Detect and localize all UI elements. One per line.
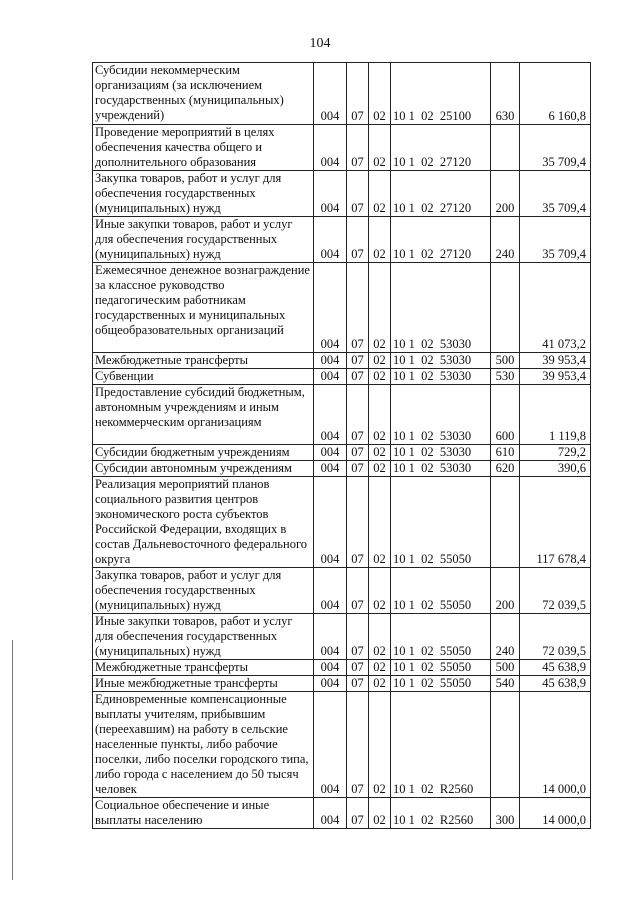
- section-code: 07: [347, 568, 369, 614]
- admin-code: 004: [314, 445, 347, 461]
- admin-code: 004: [314, 171, 347, 217]
- admin-code: 004: [314, 263, 347, 353]
- target-article: 10 1 02 55050: [391, 676, 491, 692]
- row-name: Иные закупки товаров, работ и услуг для обеспечения государственных (муниципальных) нужд: [93, 217, 314, 263]
- expense-type: 500: [491, 660, 520, 676]
- row-name: Социальное обеспечение и иные выплаты населению: [93, 798, 314, 829]
- target-article: 10 1 02 55050: [391, 568, 491, 614]
- table-row: [93, 171, 591, 217]
- target-article: 10 1 02 53030: [391, 353, 491, 369]
- amount: 45 638,9: [520, 676, 591, 692]
- subsection-code: 02: [369, 369, 391, 385]
- target-article: 10 1 02 55050: [391, 614, 491, 660]
- amount: 1 119,8: [520, 385, 591, 445]
- section-code: 07: [347, 614, 369, 660]
- target-article: 10 1 02 53030: [391, 263, 491, 353]
- section-code: 07: [347, 171, 369, 217]
- table-row: [93, 798, 591, 829]
- table-row: [93, 385, 591, 445]
- row-name: Ежемесячное денежное вознаграждение за классное руководство педагогическим работникам государственных и муниципальных общеобразовательных организаций: [93, 263, 314, 353]
- expense-type: 540: [491, 676, 520, 692]
- expense-type: 300: [491, 798, 520, 829]
- admin-code: 004: [314, 353, 347, 369]
- table-row: [93, 125, 591, 171]
- admin-code: 004: [314, 461, 347, 477]
- amount: 117 678,4: [520, 477, 591, 568]
- row-name: Закупка товаров, работ и услуг для обеспечения государственных (муниципальных) нужд: [93, 568, 314, 614]
- section-code: 07: [347, 660, 369, 676]
- section-code: 07: [347, 676, 369, 692]
- expense-type: 240: [491, 614, 520, 660]
- row-name: Межбюджетные трансферты: [93, 660, 314, 676]
- row-name: Предоставление субсидий бюджетным, автономным учреждениям и иным некоммерческим организациям: [93, 385, 314, 445]
- amount: 14 000,0: [520, 692, 591, 798]
- subsection-code: 02: [369, 614, 391, 660]
- target-article: 10 1 02 27120: [391, 125, 491, 171]
- row-name: Иные межбюджетные трансферты: [93, 676, 314, 692]
- row-name: Единовременные компенсационные выплаты учителям, прибывшим (переехавшим) на работу в сельские населенные пункты, либо рабочие поселки, либо поселки городского типа, либо города с населением до 50 тысяч человек: [93, 692, 314, 798]
- target-article: 10 1 02 27120: [391, 217, 491, 263]
- expense-type: 200: [491, 568, 520, 614]
- table-row: [93, 568, 591, 614]
- table-row: [93, 461, 591, 477]
- row-name: Субсидии автономным учреждениям: [93, 461, 314, 477]
- subsection-code: 02: [369, 568, 391, 614]
- expense-type: 620: [491, 461, 520, 477]
- subsection-code: 02: [369, 353, 391, 369]
- subsection-code: 02: [369, 63, 391, 125]
- admin-code: 004: [314, 477, 347, 568]
- target-article: 10 1 02 53030: [391, 445, 491, 461]
- target-article: 10 1 02 55050: [391, 660, 491, 676]
- table-row: [93, 692, 591, 798]
- admin-code: 004: [314, 798, 347, 829]
- amount: 729,2: [520, 445, 591, 461]
- amount: 45 638,9: [520, 660, 591, 676]
- subsection-code: 02: [369, 171, 391, 217]
- row-name: Закупка товаров, работ и услуг для обеспечения государственных (муниципальных) нужд: [93, 171, 314, 217]
- amount: 35 709,4: [520, 125, 591, 171]
- subsection-code: 02: [369, 660, 391, 676]
- expense-type: 200: [491, 171, 520, 217]
- expense-type: 500: [491, 353, 520, 369]
- amount: 35 709,4: [520, 217, 591, 263]
- admin-code: 004: [314, 369, 347, 385]
- section-code: 07: [347, 461, 369, 477]
- table-row: [93, 217, 591, 263]
- expense-type: 600: [491, 385, 520, 445]
- amount: 72 039,5: [520, 568, 591, 614]
- target-article: 10 1 02 27120: [391, 171, 491, 217]
- target-article: 10 1 02 55050: [391, 477, 491, 568]
- target-article: 10 1 02 53030: [391, 385, 491, 445]
- expense-type: 610: [491, 445, 520, 461]
- admin-code: 004: [314, 385, 347, 445]
- section-code: 07: [347, 63, 369, 125]
- amount: 72 039,5: [520, 614, 591, 660]
- section-code: 07: [347, 445, 369, 461]
- target-article: 10 1 02 R2560: [391, 692, 491, 798]
- admin-code: 004: [314, 614, 347, 660]
- section-code: 07: [347, 477, 369, 568]
- admin-code: 004: [314, 63, 347, 125]
- subsection-code: 02: [369, 125, 391, 171]
- table-body: [93, 63, 591, 829]
- subsection-code: 02: [369, 263, 391, 353]
- table-row: [93, 676, 591, 692]
- table-row: [93, 614, 591, 660]
- section-code: 07: [347, 385, 369, 445]
- expense-type: [491, 263, 520, 353]
- amount: 14 000,0: [520, 798, 591, 829]
- target-article: 10 1 02 53030: [391, 461, 491, 477]
- amount: 41 073,2: [520, 263, 591, 353]
- amount: 6 160,8: [520, 63, 591, 125]
- expense-type: 630: [491, 63, 520, 125]
- table-row: [93, 445, 591, 461]
- table-row: [93, 353, 591, 369]
- table-row: [93, 63, 591, 125]
- row-name: Межбюджетные трансферты: [93, 353, 314, 369]
- amount: 390,6: [520, 461, 591, 477]
- table-row: [93, 477, 591, 568]
- admin-code: 004: [314, 568, 347, 614]
- subsection-code: 02: [369, 798, 391, 829]
- amount: 39 953,4: [520, 353, 591, 369]
- subsection-code: 02: [369, 217, 391, 263]
- amount: 39 953,4: [520, 369, 591, 385]
- expense-type: [491, 477, 520, 568]
- section-code: 07: [347, 125, 369, 171]
- table-row: [93, 660, 591, 676]
- section-code: 07: [347, 263, 369, 353]
- admin-code: 004: [314, 692, 347, 798]
- section-code: 07: [347, 369, 369, 385]
- row-name: Субсидии некоммерческим организациям (за исключением государственных (муниципальных) учреждений): [93, 63, 314, 125]
- subsection-code: 02: [369, 385, 391, 445]
- subsection-code: 02: [369, 445, 391, 461]
- table-row: [93, 263, 591, 353]
- admin-code: 004: [314, 125, 347, 171]
- row-name: Иные закупки товаров, работ и услуг для обеспечения государственных (муниципальных) нужд: [93, 614, 314, 660]
- subsection-code: 02: [369, 692, 391, 798]
- expense-type: [491, 692, 520, 798]
- section-code: 07: [347, 798, 369, 829]
- budget-table: [92, 62, 591, 829]
- target-article: 10 1 02 25100: [391, 63, 491, 125]
- target-article: 10 1 02 53030: [391, 369, 491, 385]
- section-code: 07: [347, 353, 369, 369]
- row-name: Проведение мероприятий в целях обеспечения качества общего и дополнительного образования: [93, 125, 314, 171]
- admin-code: 004: [314, 217, 347, 263]
- section-code: 07: [347, 217, 369, 263]
- target-article: 10 1 02 R2560: [391, 798, 491, 829]
- row-name: Субсидии бюджетным учреждениям: [93, 445, 314, 461]
- subsection-code: 02: [369, 477, 391, 568]
- subsection-code: 02: [369, 676, 391, 692]
- admin-code: 004: [314, 676, 347, 692]
- row-name: Субвенции: [93, 369, 314, 385]
- row-name: Реализация мероприятий планов социального развития центров экономического роста субъектов Российской Федерации, входящих в состав Дальневосточного федерального округа: [93, 477, 314, 568]
- admin-code: 004: [314, 660, 347, 676]
- expense-type: [491, 125, 520, 171]
- page-number: 104: [309, 36, 331, 51]
- amount: 35 709,4: [520, 171, 591, 217]
- section-code: 07: [347, 692, 369, 798]
- table-row: [93, 369, 591, 385]
- subsection-code: 02: [369, 461, 391, 477]
- scan-margin-line: [12, 640, 13, 880]
- expense-type: 240: [491, 217, 520, 263]
- expense-type: 530: [491, 369, 520, 385]
